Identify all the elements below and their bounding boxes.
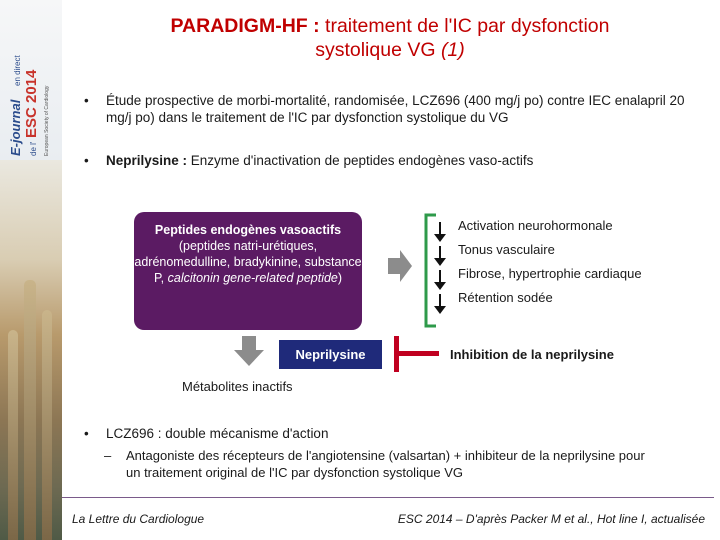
neprilysine-box: Neprilysine	[279, 340, 382, 369]
sidebar-decoration	[0, 0, 62, 540]
bullet-neprilysine-text: Enzyme d'inactivation de peptides endogènes vaso-actifs	[187, 153, 534, 168]
title-line1: traitement de l'IC par dysfonction	[319, 15, 610, 37]
arrow-right-icon	[388, 250, 412, 282]
footer-source: La Lettre du Cardiologue	[72, 512, 205, 526]
down-arrow-icon	[434, 270, 446, 290]
bullet-lcz696-text: LCZ696 : double mécanisme d'action	[106, 426, 329, 441]
down-arrow-icon	[434, 246, 446, 266]
effect-item: Activation neurohormonale	[458, 218, 613, 233]
bullet-study-text: Étude prospective de morbi-mortalité, randomisée, LCZ696 (400 mg/j po) contre IEC enalapril 20 mg/j po) dans le traitement de l'IC par dysfonction systolique du VG	[106, 93, 685, 125]
svg-text:European Society of Cardiology: European Society of Cardiology	[44, 85, 50, 156]
title-bold: PARADIGM-HF :	[170, 15, 320, 37]
svg-text:de l': de l'	[29, 141, 38, 156]
bullet-dot: •	[84, 426, 89, 441]
peptides-title: Peptides endogènes vasoactifs	[154, 223, 342, 237]
bullet-neprilysine-label: Neprilysine :	[106, 153, 188, 168]
effect-item: Rétention sodée	[458, 290, 553, 305]
effect-item: Fibrose, hypertrophie cardiaque	[458, 266, 642, 281]
peptides-italic: calcitonin gene-related peptide	[167, 271, 338, 285]
down-arrow-icon	[434, 222, 446, 242]
metabolites-label: Métabolites inactifs	[182, 379, 293, 394]
title-ref: (1)	[440, 39, 465, 61]
bullet-study	[84, 92, 686, 126]
bullet-neprilysine	[84, 152, 686, 169]
footer-reference: ESC 2014 – D'après Packer M et al., Hot line I, actualisée	[397, 512, 705, 526]
svg-text:ESC 2014: ESC 2014	[23, 69, 40, 138]
svg-text:E-journal: E-journal	[8, 99, 23, 156]
inhibitor-icon	[394, 336, 439, 372]
arrow-down-icon	[234, 336, 264, 366]
ejournal-esc-logo	[6, 8, 56, 158]
down-arrow-icon	[434, 294, 446, 314]
effect-item: Tonus vasculaire	[458, 242, 555, 257]
peptides-detail: (peptides natri-urétiques, adrénomedulline, bradykinine, substance P,	[134, 239, 362, 285]
inhibition-label: Inhibition de la neprilysine	[450, 347, 614, 362]
bullet-lcz696	[84, 425, 686, 442]
footer-divider	[62, 497, 714, 498]
sub-bullet-text: Antagoniste des récepteurs de l'angiotensine (valsartan) + inhibiteur de la neprilysine pour un traitement original de l'IC par dysfonction systolique VG	[126, 448, 645, 480]
title-line2: systolique VG	[315, 39, 441, 61]
peptides-close: )	[337, 271, 343, 285]
bullet-dot: •	[84, 153, 89, 168]
slide-title	[70, 14, 710, 62]
sub-bullet-mechanism	[104, 447, 646, 481]
svg-text:en direct: en direct	[13, 55, 22, 86]
bullet-dot: •	[84, 93, 89, 108]
sub-bullet-dash: –	[104, 448, 112, 463]
peptides-box	[134, 212, 362, 330]
effects-bracket	[426, 215, 436, 326]
